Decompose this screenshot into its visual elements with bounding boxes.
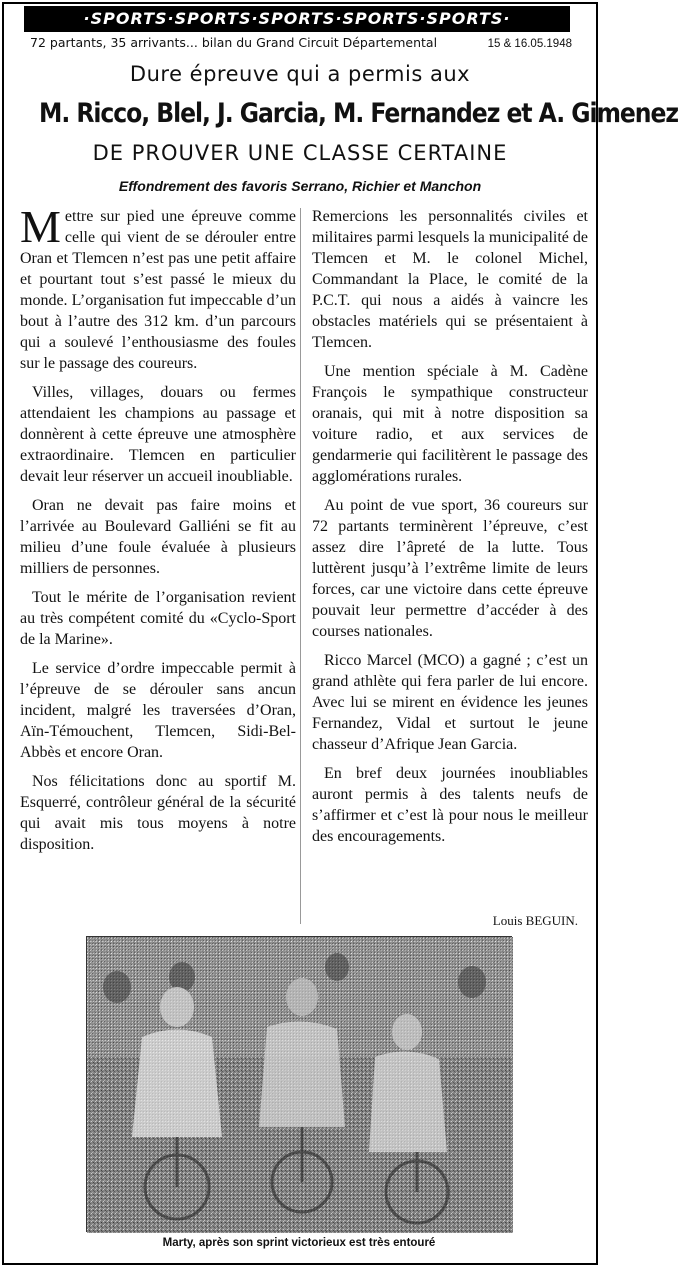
article-paragraph: Une mention spéciale à M. Cadène François le sympathique constructeur oranais, qui mit à notre disposition sa voiture radio, et aux services de gendarmerie qui facilitèrent le passage des agglomérations rurales. — [312, 363, 588, 485]
cyclists-photo — [86, 936, 512, 1232]
article-paragraph: Au point de vue sport, 36 coureurs sur 72 partants terminèrent l’épreuve, c’est assez dire l’âpreté de la lutte. Tous luttèrent jusqu’à l’extrême limite de leurs forces, car une victoire dans cette épreuve pouvait leur permettre d’accéder à des courses nationales. — [312, 497, 588, 640]
headline-deck: DE PROUVER UNE CLASSE CERTAINE — [92, 141, 508, 165]
main-headline: M. Ricco, Blel, J. Garcia, M. Fernandez et A. Gimenez — [39, 98, 678, 129]
article-paragraph: En bref deux journées inoubliables auront permis à des talents neufs de s’affirmer et c’est là pour nous le meilleur des encouragements. — [312, 765, 588, 845]
article-paragraph: Tout le mérite de l’organisation revient au très compétent comité du «Cyclo-Sport de la Marine». — [20, 589, 296, 648]
article-paragraph: Le service d’ordre impeccable permit à l’épreuve de se dérouler sans ancun incident, malgré les traversées d’Oran, Aïn-Témouchent, Tlemcen, Sidi-Bel-Abbès et encore Oran. — [20, 660, 296, 761]
article-paragraph: Remercions les personnalités civiles et militaires parmi lesquels la municipalité de Tlemcen et M. le colonel Michel, Commandant la Place, le comité de la P.C.T. qui nous a aidés à vaincre les obstacles matériels qui se présentaient à Tlemcen. — [312, 208, 588, 351]
article-paragraph: Oran ne devait pas faire moins et l’arrivée au Boulevard Galliéni se fit au milieu d’une foule évaluée à plusieurs milliers de personnes. — [20, 497, 296, 577]
sports-banner: ·SPORTS·SPORTS·SPORTS·SPORTS·SPORTS· — [24, 6, 570, 32]
strapline: Effondrement des favoris Serrano, Richier et Manchon — [118, 178, 482, 194]
headline-kicker: Dure épreuve qui a permis aux — [129, 62, 471, 86]
issue-date: 15 & 16.05.1948 — [487, 38, 572, 50]
article-paragraph: Villes, villages, douars ou fermes attendaient les champions au passage et donnèrent à cette épreuve une atmosphère extraordinaire. Tlemcen en particulier devait leur réserver un accueil inoubliable. — [20, 384, 296, 485]
column-divider — [300, 208, 301, 924]
subheading: 72 partants, 35 arrivants... bilan du Grand Circuit Départemental — [30, 35, 438, 50]
article-column-left — [20, 201, 296, 863]
article-paragraph: Nos félicitations donc au sportif M. Esquerré, contrôleur général de la sécurité qui avait mis tous moyens à notre disposition. — [20, 773, 296, 853]
article-paragraph: Mettre sur pied une épreuve comme celle qui vient de se dérouler entre Oran et Tlemcen n’est pas une petit affaire et pourtant tout s’est passé le mieux du monde. L’organisation fut impeccable d’un bout à l’autre des 312 km. d’un parcours qui a soulevé l’enthousiasme des foules sur le passage des coureurs. — [20, 201, 296, 372]
photo-caption: Marty, après son sprint victorieux est très entouré — [162, 1237, 436, 1249]
author-byline: Louis BEGUIN. — [492, 913, 578, 928]
drop-cap: M — [20, 201, 61, 252]
cyclists-photo-graphic — [87, 937, 513, 1233]
article-column-right — [312, 206, 588, 855]
article-paragraph: Ricco Marcel (MCO) a gagné ; c’est un grand athlète qui fera parler de lui encore. Avec lui se mirent en évidence les jeunes Fernandez, Vidal et surtout le jeune chasseur d’Afrique Jean Garcia. — [312, 652, 588, 753]
